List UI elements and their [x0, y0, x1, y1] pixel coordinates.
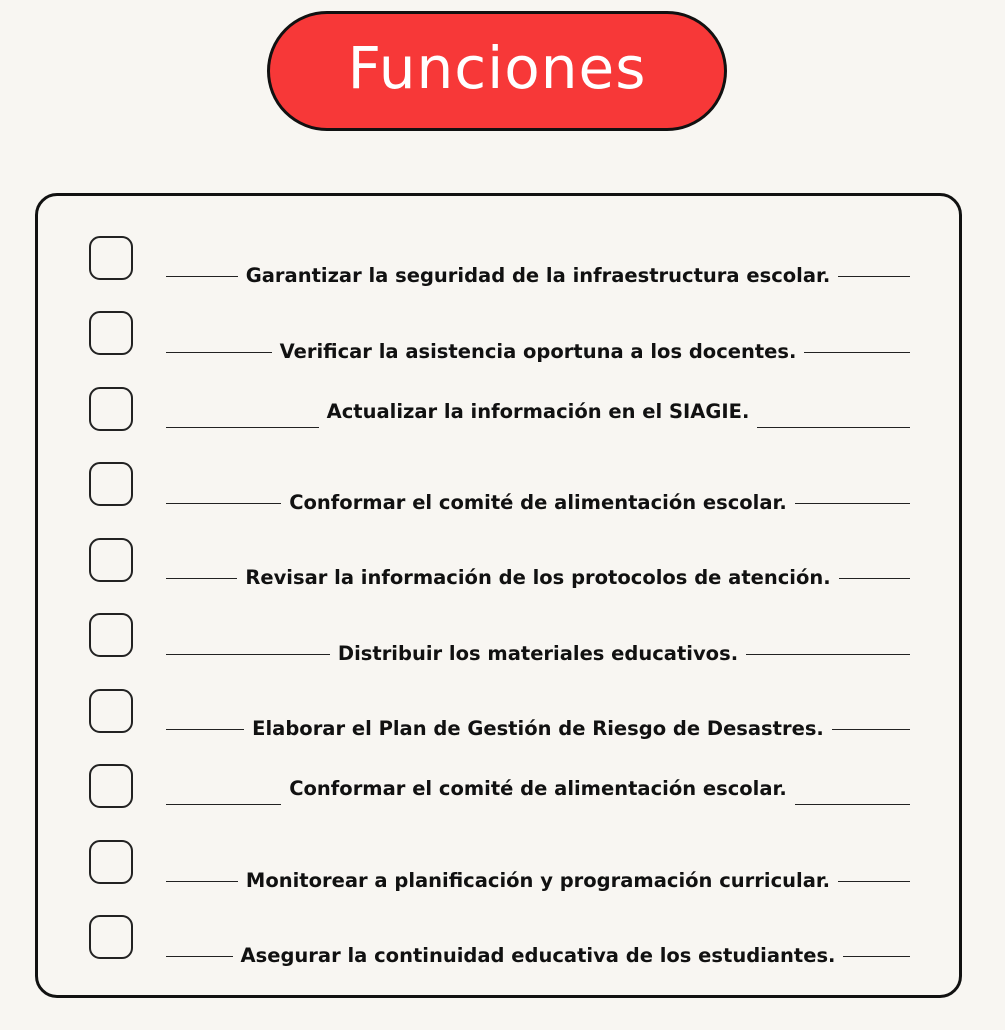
item-checkbox[interactable]	[89, 236, 133, 280]
item-label: Elaborar el Plan de Gestión de Riesgo de Desastres.	[252, 717, 824, 740]
item-checkbox[interactable]	[89, 840, 133, 884]
checklist-item	[166, 717, 910, 741]
line-divider	[839, 578, 910, 579]
line-divider	[166, 503, 281, 504]
line-divider	[166, 881, 238, 882]
item-label: Actualizar la información en el SIAGIE.	[326, 400, 750, 423]
line-divider	[757, 427, 910, 428]
checklist-item	[166, 400, 910, 424]
checklist-item	[166, 566, 910, 590]
line-divider	[166, 654, 330, 655]
line-divider	[166, 578, 237, 579]
item-checkbox[interactable]	[89, 613, 133, 657]
item-label: Asegurar la continuidad educativa de los estudiantes.	[240, 944, 836, 967]
line-divider	[795, 503, 910, 504]
checklist-item	[166, 944, 910, 968]
line-divider	[746, 654, 910, 655]
item-checkbox[interactable]	[89, 387, 133, 431]
line-divider	[166, 352, 272, 353]
item-checkbox[interactable]	[89, 462, 133, 506]
line-divider	[843, 956, 910, 957]
item-checkbox[interactable]	[89, 538, 133, 582]
line-divider	[166, 427, 319, 428]
item-label: Distribuir los materiales educativos.	[337, 642, 739, 665]
line-divider	[838, 881, 910, 882]
line-divider	[804, 352, 910, 353]
checklist-item	[166, 264, 910, 288]
line-divider	[838, 276, 910, 277]
line-divider	[166, 276, 238, 277]
checklist-item	[166, 642, 910, 666]
item-label: Conformar el comité de alimentación escolar.	[289, 777, 787, 800]
line-divider	[795, 804, 910, 805]
line-divider	[166, 729, 244, 730]
item-label: Monitorear a planificación y programación curricular.	[245, 869, 831, 892]
item-checkbox[interactable]	[89, 764, 133, 808]
line-divider	[166, 956, 233, 957]
item-label: Revisar la información de los protocolos de atención.	[245, 566, 831, 589]
item-label: Verificar la asistencia oportuna a los docentes.	[279, 340, 797, 363]
checklist-item	[166, 340, 910, 364]
page-title: Funciones	[347, 34, 647, 102]
checklist-item	[166, 777, 910, 801]
title-banner	[267, 11, 727, 131]
item-checkbox[interactable]	[89, 915, 133, 959]
checklist-item	[166, 869, 910, 893]
line-divider	[832, 729, 910, 730]
item-checkbox[interactable]	[89, 689, 133, 733]
item-label: Garantizar la seguridad de la infraestructura escolar.	[245, 264, 831, 287]
line-divider	[166, 804, 281, 805]
item-checkbox[interactable]	[89, 311, 133, 355]
checklist-item	[166, 491, 910, 515]
item-label: Conformar el comité de alimentación escolar.	[289, 491, 787, 514]
